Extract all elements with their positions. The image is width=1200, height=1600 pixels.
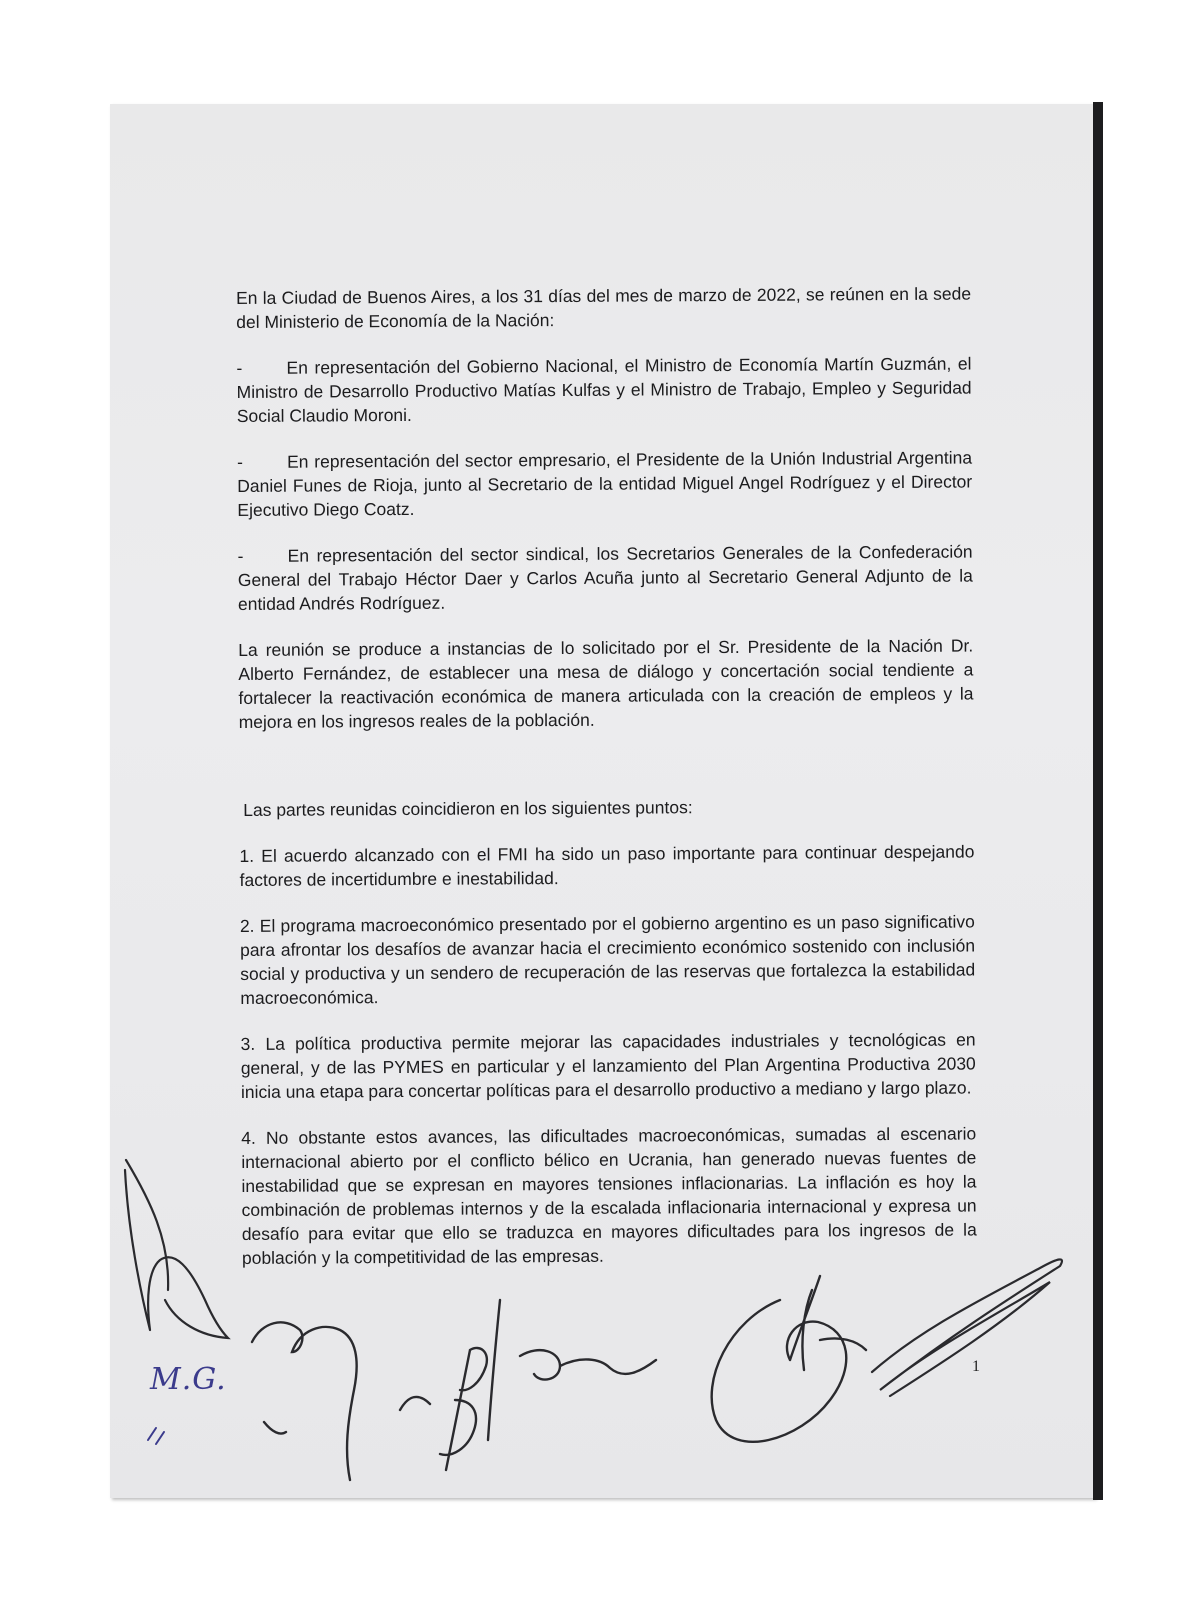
representative-text: En representación del Gobierno Nacional, el Ministro de Economía Martín Guzmán, el Ministro de Desarrollo Productivo Matías Kulfas y el Ministro de Trabajo, Empleo y Seguridad Social Claudio Moroni.: [236, 353, 972, 426]
context-paragraph: La reunión se produce a instancias de lo solicitado por el Sr. Presidente de la Nación Dr. Alberto Fernández, de establecer una mesa de diálogo y concertación social tendiente a fortalecer la reactivación económica de manera articulada con la creación de empleos y la mejora en los ingresos reales de la población.: [238, 635, 974, 732]
intro-paragraph: En la Ciudad de Buenos Aires, a los 31 días del mes de marzo de 2022, se reúnen en la sede del Ministerio de Economía de la Nación:: [236, 283, 972, 332]
bullet-dash: -: [237, 545, 244, 566]
point-1: 1. El acuerdo alcanzado con el FMI ha sido un paso importante para continuar despejando factores de incertidumbre e inestabilidad.: [239, 841, 975, 890]
bullet-dash: -: [236, 357, 243, 378]
page-number: 1: [972, 1358, 980, 1375]
representative-text: En representación del sector sindical, los Secretarios Generales de la Confederación General del Trabajo Héctor Daer y Carlos Acuña junto al Secretario General Adjunto de la entidad Andrés Rodríguez.: [237, 541, 973, 614]
points-heading: Las partes reunidas coincidieron en los siguientes puntos:: [243, 797, 693, 820]
section-gap: [239, 752, 974, 798]
representative-item-government: [236, 352, 971, 428]
point-3: 3. La política productiva permite mejorar las capacidades industriales y tecnológicas en general, y de las PYMES en particular y el lanzamiento del Plan Argentina Productiva 2030 inicia una etapa para concertar políticas para el desarrollo productivo a mediano y largo plazo.: [240, 1029, 976, 1102]
point-2: 2. El programa macroeconómico presentado por el gobierno argentino es un paso significativo para afrontar los desafíos de avanzar hacia el crecimiento económico sostenido con inclusión social y productiva y un sendero de recuperación de las reservas que fortalezca la estabilidad macroeconómica.: [239, 911, 976, 1008]
point-4: 4. No obstante estos avances, las dificultades macroeconómicas, sumadas al escenario internacional abierto por el conflicto bélico en Ucrania, han generado nuevas fuentes de inestabilidad que se expresan en mayores tensiones inflacionarias. La inflación es hoy la combinación de problemas internos y de la escalada inflacionaria internacional y expresa un desafío para evitar que ello se traduzca en mayores dificultades para los ingresos de la población y la competitividad de las empresas.: [241, 1123, 977, 1268]
representative-text: En representación del sector empresario, el Presidente de la Unión Industrial Argentina Daniel Funes de Rioja, junto al Secretario de la entidad Miguel Angel Rodríguez y el Director Ejecutivo Diego Coatz.: [237, 447, 973, 520]
representative-item-business: [237, 446, 972, 522]
document-body: [236, 282, 977, 1292]
bullet-dash: -: [237, 451, 243, 472]
paper-edge-shadow: [1093, 102, 1103, 1500]
handwritten-initials: M.G.: [150, 1362, 227, 1397]
representative-item-union: [238, 540, 973, 616]
